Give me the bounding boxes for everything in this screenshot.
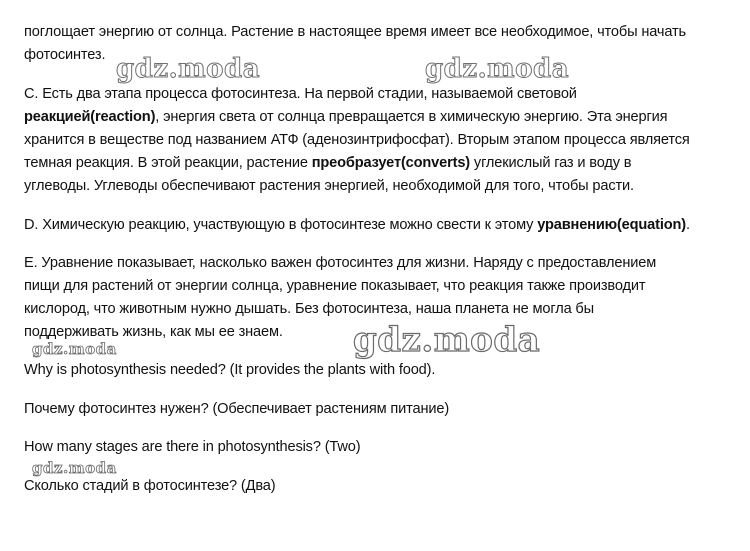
paragraph-c-line-1: C. Есть два этапа процесса фотосинтеза. На первой стадии, называемой световой (24, 86, 577, 102)
paragraph-e-line-3: кислород, что животным нужно дышать. Без фотосинтеза, наша планета не могла бы (24, 301, 594, 317)
question-1-russian: Почему фотосинтез нужен? (Обеспечивает растениям питание) (24, 401, 450, 417)
question-1-english: Why is photosynthesis needed? (It provides the plants with food). (24, 362, 436, 378)
watermark: gdz.moda (116, 54, 261, 84)
paragraph-d-line-1-end: . (686, 217, 690, 233)
paragraph-e-line-4: поддерживать жизнь, как мы ее знаем. (24, 324, 283, 340)
paragraph-d-line-1 (24, 216, 690, 234)
paragraph-e-line-2: пищи для растений от энергии солнца, уравнение показывает, что реакция также производит (24, 278, 646, 294)
paragraph-c-line-2 (24, 108, 667, 126)
question-2-english: How many stages are there in photosynthesis? (Two) (24, 439, 361, 455)
paragraph-c-line-3: хранится в веществе под названием АТФ (аденозинтрифосфат). Вторым этапом процесса является (24, 132, 690, 148)
paragraph-c-line-5: углеводы. Углеводы обеспечивают растения энергией, необходимой для того, чтобы расти. (24, 178, 634, 194)
term-equation: уравнению(equation) (537, 217, 686, 233)
watermark: gdz.moda (353, 320, 541, 360)
paragraph-a-line-2: фотосинтез. (24, 47, 106, 63)
paragraph-c-line-2-text: , энергия света от солнца превращается в химическую энергию. Эта энергия (155, 109, 668, 125)
paragraph-a-line-1: поглощает энергию от солнца. Растение в настоящее время имеет все необходимое, чтобы начать (24, 24, 686, 40)
paragraph-c-line-4-start: темная реакция. В этой реакции, растение (24, 155, 312, 171)
paragraph-e-line-1: E. Уравнение показывает, насколько важен фотосинтез для жизни. Наряду с предоставлением (24, 255, 657, 271)
paragraph-c-line-4 (24, 154, 631, 172)
paragraph-c-line-4-end: углекислый газ и воду в (470, 155, 632, 171)
watermark: gdz.moda (425, 54, 570, 84)
question-2-russian: Сколько стадий в фотосинтезе? (Два) (24, 478, 276, 494)
watermark: gdz.moda (32, 340, 117, 358)
term-converts: преобразует(converts) (311, 155, 471, 171)
term-reaction: реакцией(reaction) (24, 109, 156, 125)
watermark: gdz.moda (32, 459, 117, 477)
paragraph-d-line-1-start: D. Химическую реакцию, участвующую в фотосинтезе можно свести к этому (24, 217, 538, 233)
